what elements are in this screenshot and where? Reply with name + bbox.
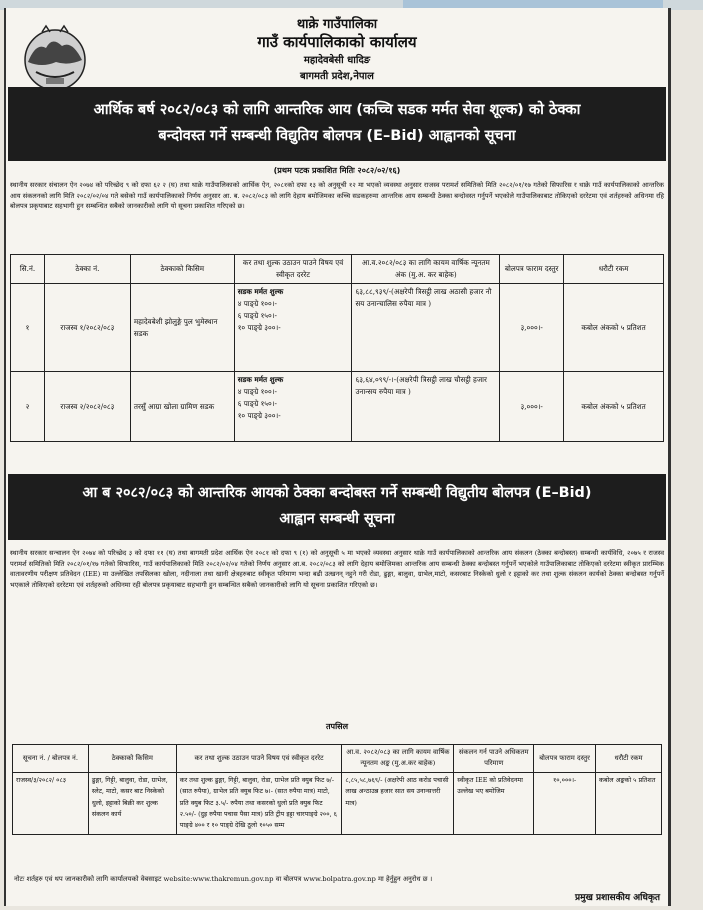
row-minimum: ६३,८८,९३९/-(अक्षरेपी त्रिसट्ठी लाख अठासी हजार नौ सय उनान्चालिस रुपैया मात्र ) (352, 284, 500, 372)
rate-line: ४ पाङ्ग्रे १००।- (237, 299, 277, 308)
notice2-table (12, 744, 662, 835)
row-type: महादेवबेशी झोलुङ्गे पुल भुमेस्थान सडक (130, 284, 234, 372)
row-type: तरसुँ आग्रा खोला ग्रामिण सडक (130, 372, 234, 442)
rate-line: ४ पाङ्ग्रे १००।- (237, 387, 277, 396)
office-name: गाउँ कार्यपालिकाको कार्यालय (257, 33, 417, 51)
notice2-title-line1: आ ब २०८२/०८३ को आन्तरिक आयको ठेक्का बन्दोबस्त गर्ने सम्बन्धी विद्युतीय बोलपत्र (E–Bid) (82, 485, 592, 501)
col-header: धरौटी रकम (596, 745, 662, 773)
row-quantity: स्वीकृत IEE को प्रतिवेदनमा उल्लेख भए बमोजिम (454, 772, 534, 834)
publish-date: (प्रथम पटक प्रकाशित मितिः २०८२/०२/१६) (273, 166, 401, 175)
row-contract-no: राजस्व १/२०८२/०८३ (44, 284, 130, 372)
table-row (11, 372, 664, 442)
row-minimum: ६३,६४,०९९/-।-(अक्षरेपी त्रिसट्ठी लाख चौसट्ठी हजार उनान्सय रुपैया मात्र ) (352, 372, 500, 442)
row-deposit: कबोल अंकको ५ प्रतिशत (564, 372, 664, 442)
col-header: संकलन गर्न पाउने अधिकतम परिमाण (454, 745, 534, 773)
office-province: बागमती प्रदेश,नेपाल (300, 71, 374, 82)
col-header: ठेक्काको किसिम (130, 255, 234, 284)
rate-line: १० पाङ्ग्रे ३००।- (237, 323, 281, 332)
col-header: सूचना नं. / बोलपत्र नं. (13, 745, 89, 773)
notice1-table (10, 254, 664, 442)
notice2-title-banner (8, 474, 666, 540)
table-header-row (13, 745, 662, 773)
col-header: धरौटी रकम (564, 255, 664, 284)
col-header: आ.व.२०८२/०८३ का लागि कायम वार्षिक न्यूनतम अंक (मु.अ. कर बाहेक) (352, 255, 500, 284)
col-header: ठेक्का नं. (44, 255, 130, 284)
background-object (403, 0, 663, 8)
notice1-paragraph: स्थानीय सरकार संचालन ऐन २०७४ को परिच्छेद ९ को दफा ६२ २ (घ) तथा थाक्रे गाउँपालिकाको आर्थिक ऐन, २०८१को दफा १३ को अनुसूची १२ मा भएको व्यवस्था अनुसार राजस्व परामर्श समितिको मिति २०८२/०१/१७ गतेको सिफारिस र थाक्रे गाउँ कार्यपालिकाको आन्तरिक आय संकलनको लागि मिति २०८२/०२/०४ गते बसेको गाउँ कार्यपालिकाको निर्णय अनुसार आ. ब. २०८२/०८३ को लागि देहाय बमोजिमका कच्चि सडकहरुमा आन्तरिक आय सम्बन्धी ठेक्का बन्दोवस्त गर्नुपर्ने भएकोले गाउँपालिकाबाट तोकिएको दररेटमा एवं शर्तहरुको अधिनमा रहि बोलपत्र प्रकृयाबाट सहभागी हुन सम्बन्धित सबैको जानकारीको लागि यो सूचना प्रकाशित गरिएको छ। (10, 181, 664, 211)
col-header: ठेक्काको किसिम (88, 745, 176, 773)
footer-note: नोटः शर्तहरु एवं थप जानकारीको लागि कार्यालयको वेबसाइट website:www.thakremun.gov.np वा बोलपत्र www.bolpatra.gov.np मा हेर्नुहुन अनुरोध छ । (14, 875, 433, 883)
rate-title: सडक मर्मत शुल्क (237, 287, 284, 296)
row-rate: कर तथा शुल्क ढुङ्गा, गिट्टी, बालुवा, रोडा, ग्राभेल प्रति क्युब फिट ७/- (सात रुपैया), ग्राभेल प्रति क्युब फिट ७।- (सात रुपैया मात्र) माटो, प्रति क्युब फिट ३.५/- रुपैया तथा कसरको धुलो प्रति क्युब फिट २.५०/- (दुइ रुपैया पचास पैसा मात्र) प्रति ट्रीप इट्टा चारपाङ्ग्रे २००, ६ पाङ्ग्रे ४०० र १० पाङ्ग्रे देखि ठूलो १०५० सम्म (176, 772, 342, 834)
row-minimum: ८,८५,५८,७६९/- (अक्षरेपी आठ करोड पचासी लाख अन्ठाउन्न हजार सात सय उनान्सत्तरी मात्र) (342, 772, 454, 834)
rate-line: ६ पाङ्ग्रे १५०।- (237, 399, 277, 408)
municipality-name: थाक्रे गाउँपालिका (296, 17, 378, 32)
col-header: बोलपत्र फाराम दस्तुर (500, 255, 564, 284)
row-fee: १०,०००।- (534, 772, 596, 834)
notice1-title-banner (8, 87, 666, 161)
col-header: आ.व. २०८२/०८३ का लागि कायम वार्षिक न्यूनतम अङ्क (मु.अ.कर बाहेक) (342, 745, 454, 773)
notice1-title-line1: आर्थिक बर्ष २०८२/०८३ को लागि आन्तरिक आय (कच्चि सडक मर्मत सेवा शूल्क) को ठेक्का (93, 101, 581, 118)
notice2-title-line2: आह्वान सम्बन्धी सूचना (279, 511, 395, 527)
row-rate (234, 372, 352, 442)
row-fee: ३,०००।- (500, 372, 564, 442)
rate-line: ६ पाङ्ग्रे १५०।- (237, 311, 277, 320)
col-header: सि.नं. (11, 255, 45, 284)
row-deposit: कबोल अंकको ५ प्रतिशत (564, 284, 664, 372)
table-row (13, 772, 662, 834)
row-type: ढुङ्गा, गिट्टी, बालुवा, रोडा, ग्राभेल, स्लेट, माटो, कसर बाट निस्केको धुलो, इट्टाको बिक्री कर शुल्क संकलन कार्य (88, 772, 176, 834)
row-fee: ३,०००।- (500, 284, 564, 372)
col-header: बोलपत्र फाराम दस्तुर (534, 745, 596, 773)
row-notice-no: राजस्व/३/२०८२/ ०८३ (13, 772, 89, 834)
row-rate (234, 284, 352, 372)
table-row (11, 284, 664, 372)
notice2-paragraph: स्थानीय सरकार सन्चालन ऐन २०७४ को परिच्छेद ३ को दफा ११ (घ) तथा बागमती प्रदेश आर्थिक ऐन २०८१ को दफा ९ (१) को अनुसूची ५ मा भएको व्यवस्था अनुसार थाक्रे गाउँ कार्यपालिकाको आन्तरिक आय संकलन (ठेक्का बन्दोबस्त) सम्बन्धी कार्यविधि, २०७५ र राजस्व परामर्श समितिको मिति २०८२/०१/१७ गतेको सिफारिस, गाउँ कार्यपालिकाको मिति २०८२/०२/०४ गतेको निर्णय अनुसार आ.ब. २०८२/०८३ को लागि देहाय बमोजिमका आन्तरिक आय सम्बन्धी ठेक्का बन्दोबस्त गर्नुपर्ने भएकोले गाउँपालिकाबाट तोकिएको दररेटमा स्वीकृत प्रारम्भिक वातावरणीय परीक्षण प्रतिवेदन (IEE) मा उल्लेखित तपसिलका खोला, नदीनाला तथा खानी क्षेत्रहरुबाट स्वीकृत परिमाण भन्दा बढी उत्खनन् नहुने गरी रोडा, ढुङ्गा, बालुवा, ग्राभेल,माटो, कसरबाट निस्केको धुलो र इट्टाको कर तथा शुल्क संकलन कार्यको ठेक्का बन्दोबस्त गर्नुपर्ने भएकाले तोकिएको दररेटमा एवं शर्तहरुको अधिनमा रही बोलपत्र प्रकृयाबाट सहभागी हुन सम्बन्धित सबैको जानकारीको लागि यो सूचना प्रकाशित गरिएको छ। (10, 549, 664, 589)
table-header-row (11, 255, 664, 284)
row-deposit: कबोल अङ्कको ५ प्रतिशत (596, 772, 662, 834)
notice-paper (4, 8, 671, 906)
col-header: कर तथा शुल्क उठाउन पाउने विषय एवं स्वीकृत दररेट (176, 745, 342, 773)
row-sn: १ (11, 284, 45, 372)
notice1-title-line2: बन्दोवस्त गर्ने सम्बन्धी विद्युतिय बोलपत्र (E–Bid) आह्वानको सूचना (158, 127, 516, 144)
signature-title: प्रमुख प्रशासकीय अधिकृत (574, 893, 660, 903)
row-contract-no: राजस्व २/२०८२/०८३ (44, 372, 130, 442)
tapasil-heading: तपसिल (325, 722, 348, 731)
row-sn: २ (11, 372, 45, 442)
rate-title: सडक मर्मत शुल्क (237, 375, 284, 384)
rate-line: १० पाङ्ग्रे ३००।- (237, 411, 281, 420)
office-location: महादेवबेसी धादिङ (303, 55, 371, 66)
col-header: कर तथा शुल्क उठाउन पाउने विषय एवं स्वीकृत दररेट (234, 255, 352, 284)
